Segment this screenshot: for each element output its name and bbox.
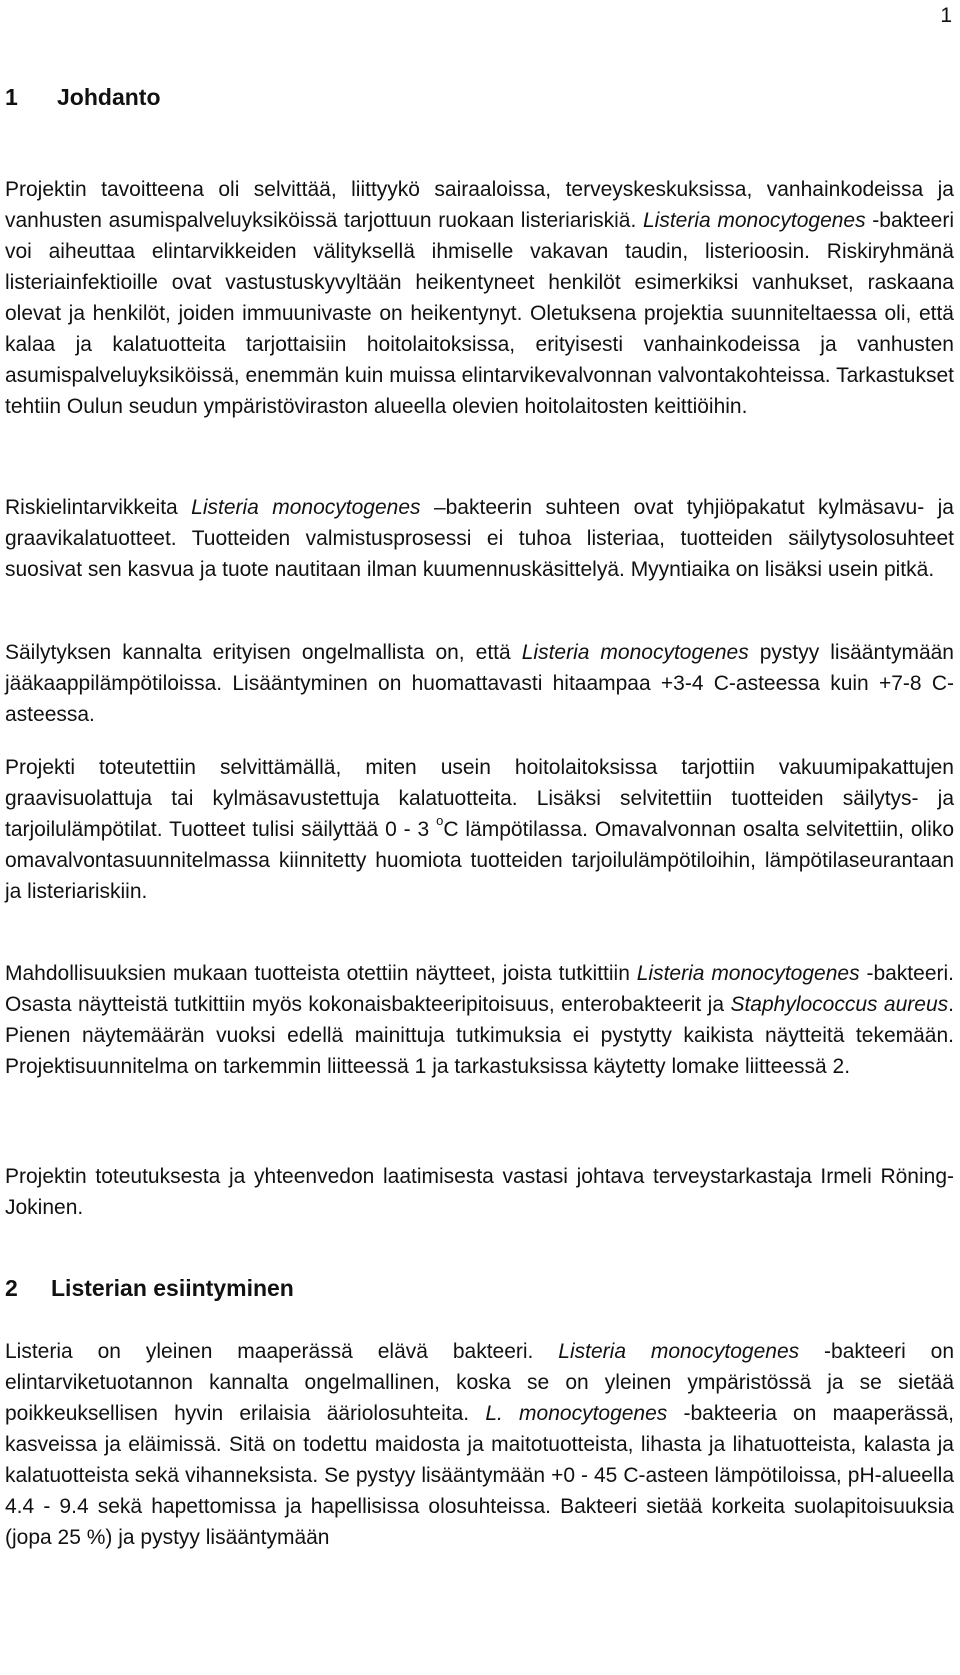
- text-run: -bakteeri. Osasta näytteistä tutkittiin myös kokonaisbakteeripitoisuus, enterobakteerit ja: [5, 962, 954, 1016]
- text-run: Säilytyksen kannalta erityisen ongelmallista on, että: [5, 641, 522, 664]
- text-run: Listeria on yleinen maaperässä elävä bakteeri.: [5, 1340, 559, 1363]
- section-number: 1: [5, 84, 18, 110]
- section-title: Listerian esiintyminen: [51, 1275, 294, 1301]
- degree-superscript: o: [436, 813, 444, 828]
- paragraph-risk-foods: [5, 492, 954, 585]
- page-number: 1: [940, 4, 952, 27]
- section-title: Johdanto: [57, 84, 161, 110]
- paragraph-objective: [5, 174, 954, 422]
- section-heading-listerian-esiintyminen: [5, 1275, 294, 1302]
- species-name: Listeria monocytogenes: [642, 209, 866, 232]
- text-run: Projekti toteutettiin selvittämällä, miten usein hoitolaitoksissa tarjottiin vakuumipakattujen graavisuolattuja tai kylmäsavustettuja kalatuotteita. Lisäksi selvitettiin tuotteiden säilytys- ja tarjoilulämpötilat. Tuotteet tulisi säilyttää 0 - 3: [5, 756, 954, 841]
- text-run: -bakteeri voi aiheuttaa elintarvikkeiden välityksellä ihmiselle vakavan taudin, listerioosin. Riskiryhmänä listeriainfektioille ovat vastustuskyvyltään heikentyneet henkilöt esimerkiksi vanhukset, raskaana olevat ja henkilöt, joiden immuunivaste on heikentynyt. Oletuksena projektia suunniteltaessa oli, että kalaa ja kalatuotteita tarjottaisiin hoitolaitoksissa, erityisesti vanhainkodeissa ja vanhusten asumispalveluyksiköissä, enemmän kuin muissa elintarvikevalvonnan valvontakohteissa. Tarkastukset tehtiin Oulun seudun ympäristöviraston alueella olevien hoitolaitosten keittiöihin.: [5, 209, 954, 418]
- species-name: L. monocytogenes: [485, 1402, 668, 1425]
- text-run: -bakteeri on elintarviketuotannon kannalta ongelmallinen, koska se on yleinen ympäristössä ja se sietää poikkeuksellisen hyvin erilaisia ääriolosuhteita.: [5, 1340, 955, 1425]
- paragraph-storage: [5, 637, 954, 730]
- text-run: C lämpötilassa. Omavalvonnan osalta selvitettiin, oliko omavalvontasuunnitelmassa kiinnitetty huomiota tuotteiden tarjoilulämpötiloihin, lämpötilaseurantaan ja listeriariskiin.: [5, 818, 955, 903]
- paragraph-listeria-occurrence: [5, 1336, 954, 1553]
- paragraph-responsible: [5, 1161, 954, 1223]
- text-run: -bakteeria on maaperässä, kasveissa ja eläimissä. Sitä on todettu maidosta ja maitotuotteista, lihasta ja lihatuotteista, kalasta ja kalatuotteista sekä vihanneksista. Se pystyy lisääntymään +0 - 45 C-asteen lämpötiloissa, pH-alueella 4.4 - 9.4 sekä hapettomissa ja hapellisissa olosuhteissa. Bakteeri sietää korkeita suolapitoisuuksia (jopa 25 %) ja pystyy lisääntymään: [5, 1402, 955, 1549]
- paragraph-samples: [5, 958, 954, 1082]
- text-run: –bakteerin suhteen ovat tyhjiöpakatut kylmäsavu- ja graavikalatuotteet. Tuotteiden valmistusprosessi ei tuhoa listeriaa, tuotteiden säilytysolosuhteet suosivat sen kasvua ja tuote nautitaan ilman kuumennuskäsittelyä. Myyntiaika on lisäksi usein pitkä.: [5, 496, 954, 581]
- species-name: Listeria monocytogenes: [191, 496, 421, 519]
- species-name: Listeria monocytogenes: [636, 962, 860, 985]
- text-run: Projektin tavoitteena oli selvittää, liittyykö sairaaloissa, terveyskeskuksissa, vanhainkodeissa ja vanhusten asumispalveluyksiköissä tarjottuun ruokaan listeriariskiä.: [5, 178, 954, 232]
- species-name: Staphylococcus aureus: [730, 993, 949, 1016]
- text-run: . Pienen näytemäärän vuoksi edellä mainittuja tutkimuksia ei pystytty kaikista näytteitä tekemään. Projektisuunnitelma on tarkemmin liitteessä 1 ja tarkastuksissa käytetty lomake liitteessä 2.: [5, 993, 954, 1078]
- species-name: Listeria monocytogenes: [558, 1340, 800, 1363]
- paragraph-implementation: [5, 752, 954, 907]
- text-run: Riskielintarvikkeita: [5, 496, 192, 519]
- species-name: Listeria monocytogenes: [521, 641, 749, 664]
- text-run: pystyy lisääntymään jääkaappilämpötiloissa. Lisääntyminen on huomattavasti hitaampaa +3-4 C-asteessa kuin +7-8 C-asteessa.: [5, 641, 954, 726]
- section-number: 2: [5, 1275, 18, 1301]
- text-run: Mahdollisuuksien mukaan tuotteista otettiin näytteet, joista tutkittiin: [5, 962, 637, 985]
- section-heading-johdanto: [5, 84, 161, 111]
- text-run: Projektin toteutuksesta ja yhteenvedon laatimisesta vastasi johtava terveystarkastaja Irmeli Röning-Jokinen.: [5, 1165, 954, 1219]
